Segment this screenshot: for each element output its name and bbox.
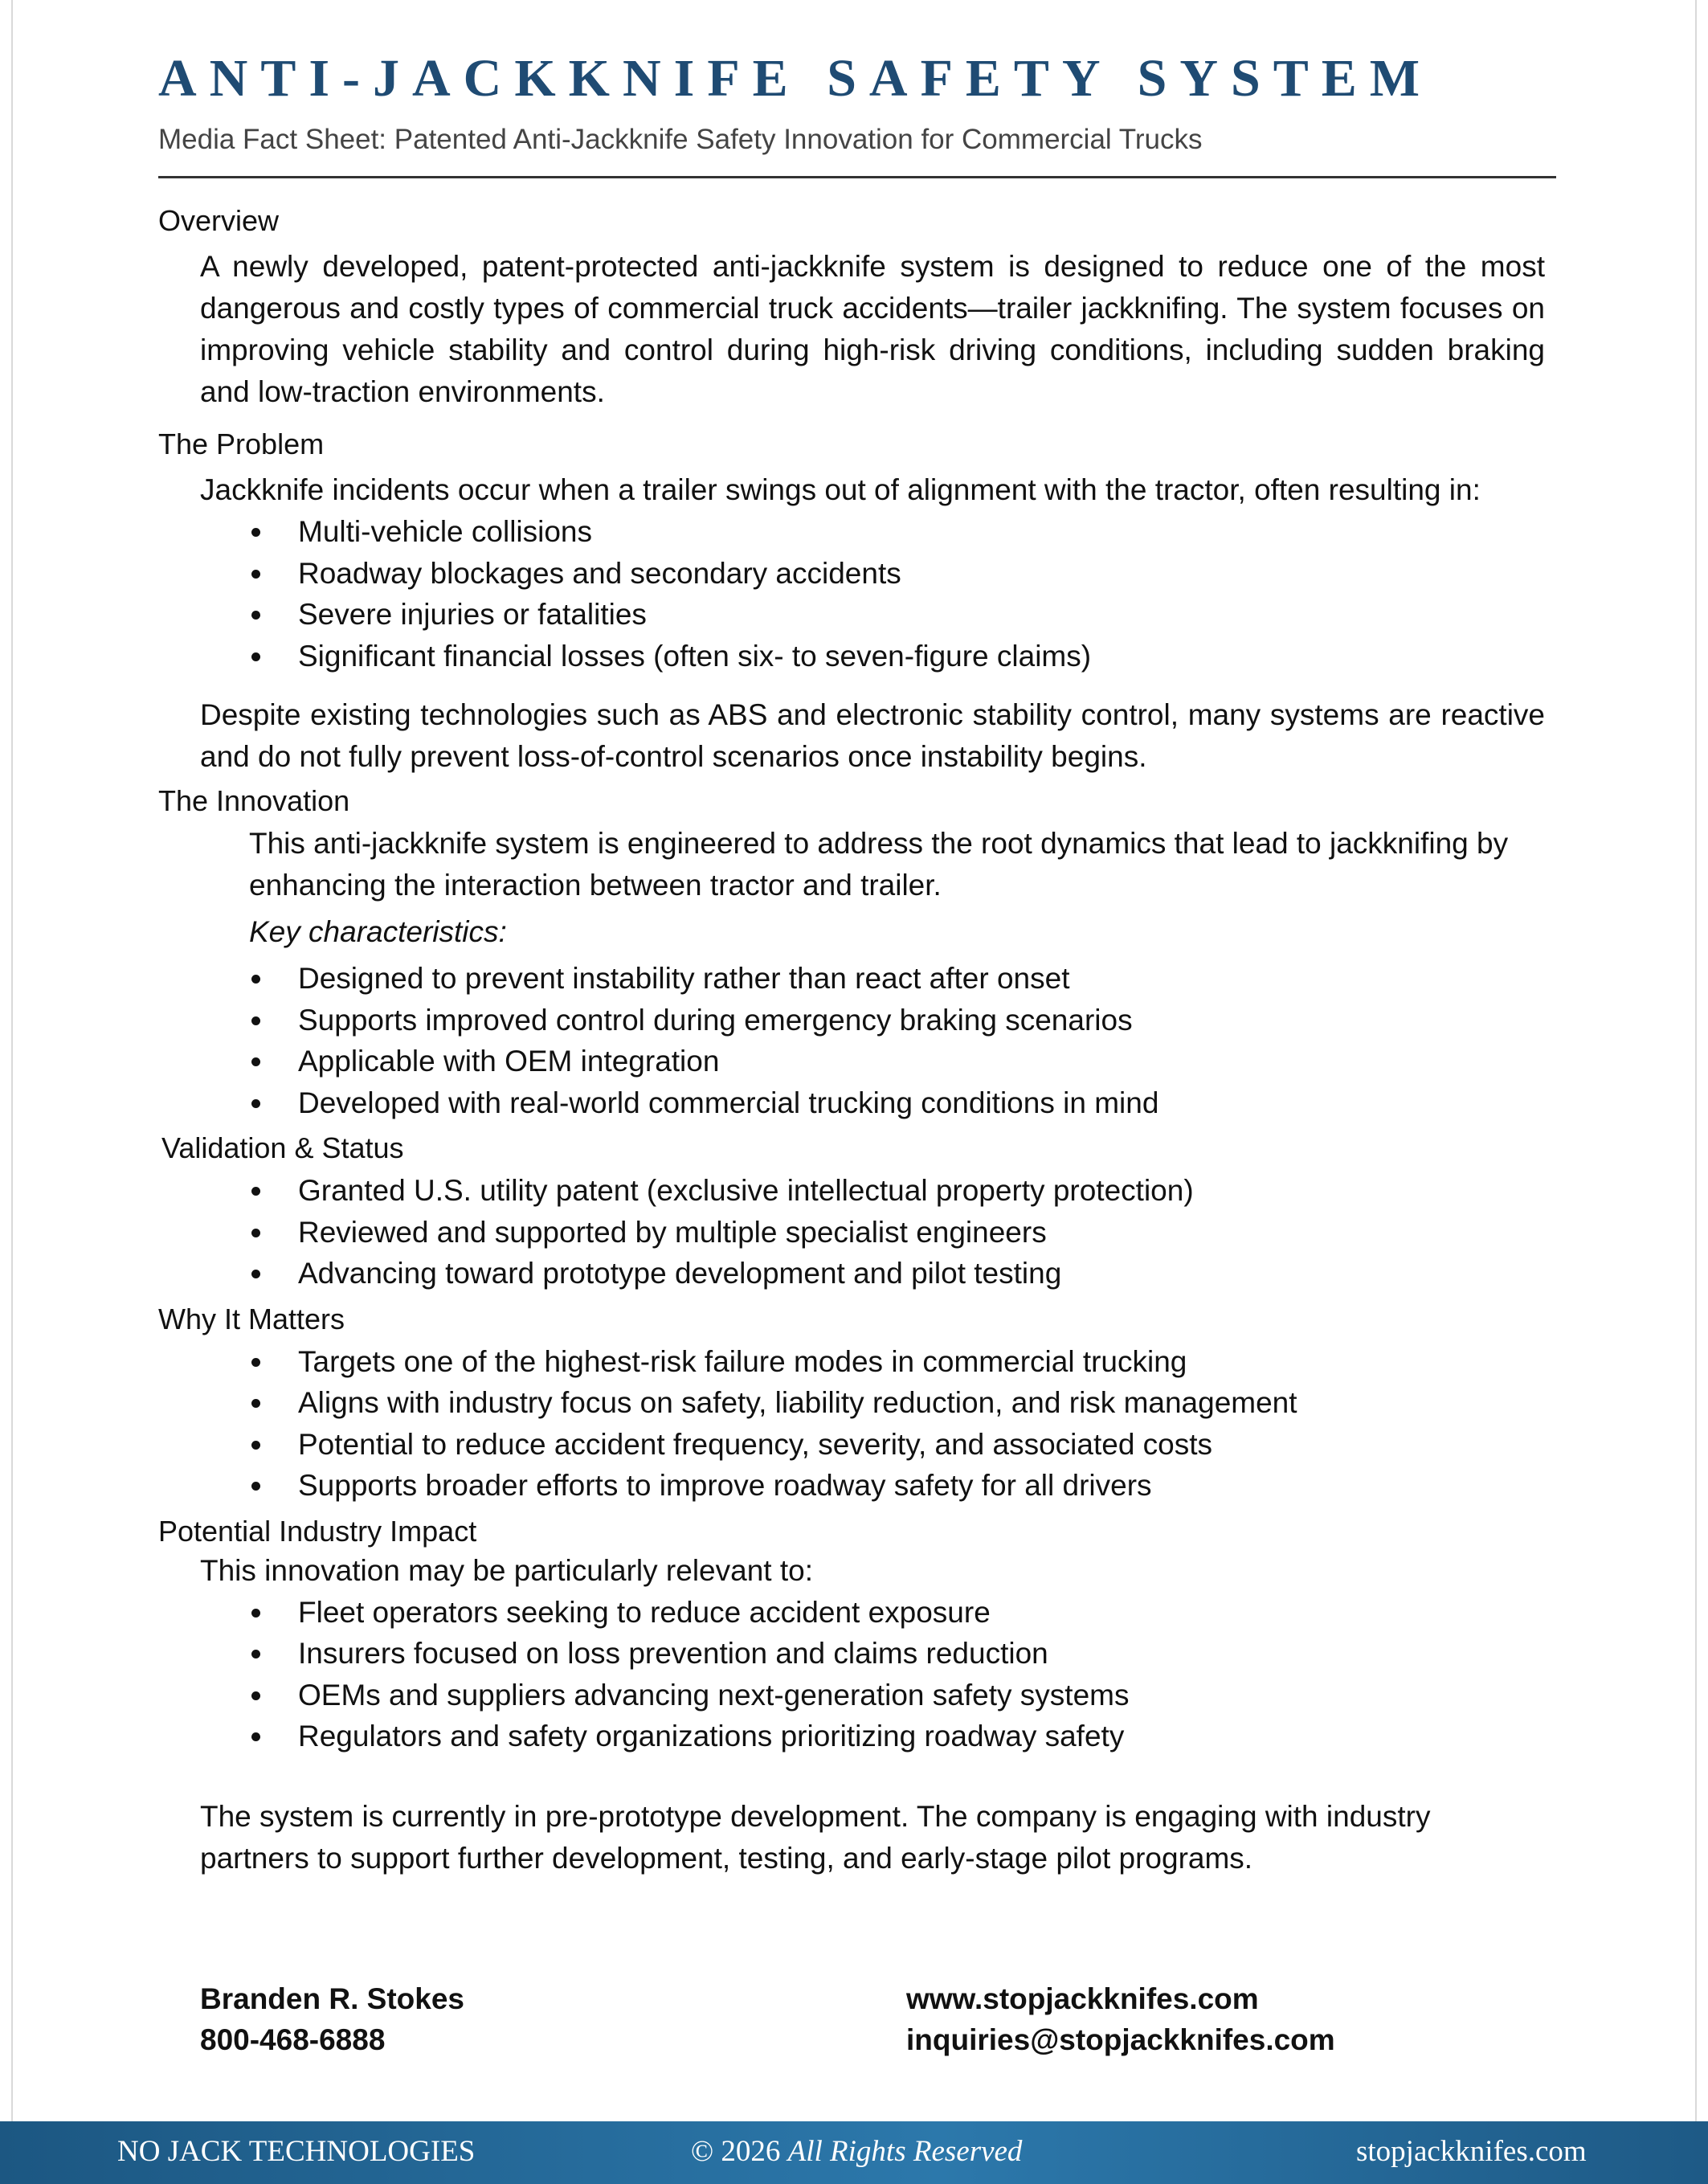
bullet-icon [251,1441,260,1450]
bullet-icon [251,1691,260,1700]
list-item [158,1341,1545,1383]
contact-website-link[interactable]: www.stopjackknifes.com [906,1982,1259,2015]
list-item [158,1716,1545,1757]
list-item [158,1675,1545,1716]
list-item [158,1253,1545,1294]
list-item [158,553,1545,595]
list-item [158,1633,1545,1675]
bullet-icon [251,1609,260,1618]
impact-closing: The system is currently in pre-prototype development. The company is engaging with industry partners to support further development, testing, and early-stage pilot programs. [200,1799,1431,1875]
bullet-icon [251,652,260,661]
bullet-icon [251,528,260,537]
list-item-text: Supports broader efforts to improve roadway safety for all drivers [298,1469,1152,1502]
impact-heading: Potential Industry Impact [158,1514,477,1548]
contact-email-link[interactable]: inquiries@stopjackknifes.com [906,2023,1335,2056]
bullet-icon [251,1229,260,1237]
impact-intro: This innovation may be particularly relevant to: [200,1553,813,1587]
bullet-icon [251,1099,260,1108]
overview-heading: Overview [158,204,280,237]
footer-copyright [691,2134,1022,2169]
list-item [158,958,1545,1000]
list-item [158,511,1545,553]
list-item [158,1170,1545,1212]
why-heading: Why It Matters [158,1302,345,1335]
contact-person [200,1978,464,2060]
list-item-text: Supports improved control during emergency braking scenarios [298,1003,1133,1037]
why-list [158,1341,1545,1507]
bullet-icon [251,570,260,579]
list-item-text: Potential to reduce accident frequency, severity, and associated costs [298,1427,1213,1461]
page-edge-left [11,0,13,2184]
impact-list [158,1592,1545,1757]
key-characteristics-label: Key characteristics: [249,915,507,948]
bullet-icon [251,1482,260,1491]
list-item-text: Reviewed and supported by multiple specialist engineers [298,1215,1047,1249]
overview-text: A newly developed, patent-protected anti-jackknife system is designed to reduce one of the most dangerous and costly types of commercial truck accidents—trailer jackknifing. The system focuses on improving vehicle stability and control during high-risk driving conditions, including sudden braking and low-traction environments. [200,250,1545,408]
list-item-text: Developed with real-world commercial trucking conditions in mind [298,1086,1159,1119]
list-item-text: Significant financial losses (often six- to seven-figure claims) [298,639,1092,673]
page-subtitle: Media Fact Sheet: Patented Anti-Jackknife Safety Innovation for Commercial Trucks [158,124,1203,155]
innovation-list [158,958,1545,1123]
page-title: ANTI-JACKKNIFE SAFETY SYSTEM [158,49,1433,108]
list-item [158,1465,1545,1507]
list-item [158,1592,1545,1634]
header-divider [158,176,1556,178]
innovation-intro: This anti-jackknife system is engineered to address the root dynamics that lead to jackknifing by enhancing the interaction between tractor and trailer. [249,827,1509,902]
contact-phone[interactable]: 800-468-6888 [200,2023,386,2056]
bullet-icon [251,1057,260,1066]
list-item [158,1082,1545,1124]
validation-heading: Validation & Status [161,1131,404,1164]
page-footer [0,2121,1708,2184]
list-item-text: Fleet operators seeking to reduce accident exposure [298,1595,991,1629]
list-item-text: Roadway blockages and secondary accidents [298,556,901,590]
main-content [158,201,1545,1879]
contact-links [906,1978,1335,2060]
problem-heading: The Problem [158,427,325,460]
list-item-text: Granted U.S. utility patent (exclusive intellectual property protection) [298,1174,1194,1207]
list-item [158,1212,1545,1254]
footer-site-link[interactable]: stopjackknifes.com [1356,2135,1587,2168]
list-item-text: Multi-vehicle collisions [298,515,593,548]
bullet-icon [251,1732,260,1741]
rights-reserved: All Rights Reserved [787,2135,1023,2168]
list-item-text: Regulators and safety organizations prioritizing roadway safety [298,1720,1125,1753]
list-item [158,636,1545,677]
contact-name: Branden R. Stokes [200,1982,464,2015]
page-header [158,47,1556,157]
list-item [158,594,1545,636]
list-item [158,1041,1545,1082]
copyright-year: © 2026 [691,2135,781,2168]
list-item-text: Advancing toward prototype development and pilot testing [298,1257,1062,1290]
page-edge-right [1695,0,1697,2184]
bullet-icon [251,611,260,620]
bullet-icon [251,1399,260,1408]
list-item-text: Targets one of the highest-risk failure modes in commercial trucking [298,1344,1187,1378]
bullet-icon [251,1650,260,1658]
list-item-text: Applicable with OEM integration [298,1045,720,1078]
list-item [158,1424,1545,1466]
bullet-icon [251,1358,260,1367]
problem-list [158,511,1545,677]
bullet-icon [251,1270,260,1278]
list-item-text: Severe injuries or fatalities [298,598,647,631]
validation-list [158,1170,1545,1294]
bullet-icon [251,975,260,984]
bullet-icon [251,1187,260,1196]
list-item [158,1382,1545,1424]
list-item-text: Designed to prevent instability rather than react after onset [298,962,1070,995]
problem-closing: Despite existing technologies such as ABS and electronic stability control, many systems are reactive and do not fully prevent loss-of-control scenarios once instability begins. [200,698,1545,773]
innovation-heading: The Innovation [158,784,350,817]
list-item-text: OEMs and suppliers advancing next-generation safety systems [298,1678,1130,1712]
list-item [158,1000,1545,1041]
bullet-icon [251,1016,260,1025]
list-item-text: Insurers focused on loss prevention and claims reduction [298,1637,1048,1670]
problem-intro: Jackknife incidents occur when a trailer swings out of alignment with the tractor, often resulting in: [200,473,1481,506]
list-item-text: Aligns with industry focus on safety, liability reduction, and risk management [298,1386,1297,1419]
footer-company: NO JACK TECHNOLOGIES [117,2135,476,2168]
